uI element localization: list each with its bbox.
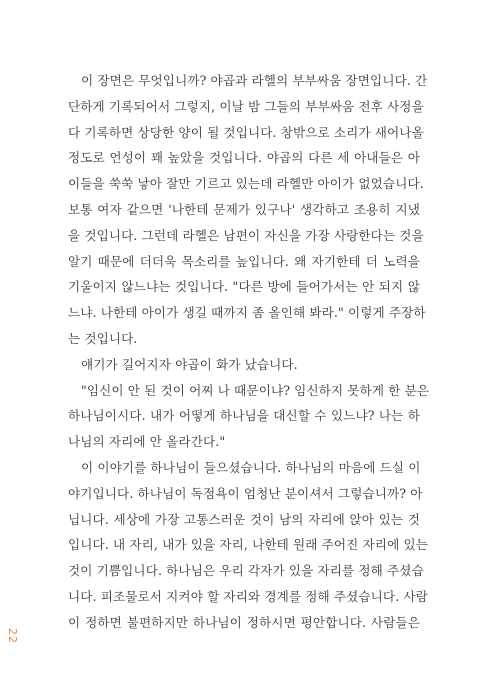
text-line: 야기입니다. 하나님이 독점욕이 엄청난 분이셔서 그렇습니까? 아 bbox=[68, 485, 423, 501]
text-line: 정도로 언성이 꽤 높았을 것입니다. 야곱의 다른 세 아내들은 아 bbox=[68, 150, 420, 166]
text-line: 이 정하면 불편하지만 하나님이 정하시면 평안합니다. 사람들은 bbox=[68, 614, 420, 630]
text-line: 것이 기쁨입니다. 하나님은 우리 각자가 있을 자리를 정해 주셨습 bbox=[68, 563, 424, 579]
text-line: 을 것입니다. 그런데 라헬은 남편이 자신을 가장 사랑한다는 것을 bbox=[68, 227, 424, 243]
text-line: 닙니다. 세상에 가장 고통스러운 것이 남의 자리에 앉아 있는 것 bbox=[68, 511, 420, 527]
text-line: 다 기록하면 상당한 양이 될 것입니다. 창밖으로 소리가 새어나올 bbox=[68, 124, 424, 140]
text-line: 기울이지 않느냐는 것입니다. "다른 방에 들어가서는 안 되지 않 bbox=[68, 279, 420, 295]
text-line: 느냐. 나한테 아이가 생길 때까지 좀 올인해 봐라." 이렇게 주장하 bbox=[68, 305, 426, 321]
text-line: 이 이야기를 하나님이 들으셨습니다. 하나님의 마음에 드실 이 bbox=[81, 459, 421, 475]
text-line: 나님의 자리에 안 올라간다." bbox=[68, 434, 226, 450]
text-line: 얘기가 길어지자 야곱이 화가 났습니다. bbox=[81, 356, 298, 372]
body-text bbox=[68, 68, 430, 636]
text-line: 보통 여자 같으면 '나한테 문제가 있구나' 생각하고 조용히 지냈 bbox=[68, 201, 420, 217]
text-line: 는 것입니다. bbox=[68, 330, 138, 346]
text-line: "임신이 안 된 것이 어찌 나 때문이냐? 임신하지 못하게 한 분은 bbox=[81, 382, 430, 398]
text-line: 이 장면은 무엇입니까? 야곱과 라헬의 부부싸움 장면입니다. 간 bbox=[81, 73, 428, 88]
text-line: 단하게 기록되어서 그렇지, 이날 밤 그들의 부부싸움 전후 사정을 bbox=[68, 98, 424, 114]
text-line: 입니다. 내 자리, 내가 있을 자리, 나한테 원래 주어진 자리에 있는 bbox=[68, 537, 428, 553]
text-line: 니다. 피조물로서 지켜야 할 자리와 경계를 정해 주셨습니다. 사람 bbox=[68, 588, 428, 604]
text-line: 이들을 쑥쑥 낳아 잘만 기르고 있는데 라헬만 아이가 없었습니다. bbox=[68, 176, 424, 192]
page-number: 22 bbox=[6, 628, 19, 644]
text-line: 알기 때문에 더더욱 목소리를 높입니다. 왜 자기한테 더 노력을 bbox=[68, 253, 420, 269]
text-line: 하나님이시다. 내가 어떻게 하나님을 대신할 수 있느냐? 나는 하 bbox=[68, 408, 420, 424]
